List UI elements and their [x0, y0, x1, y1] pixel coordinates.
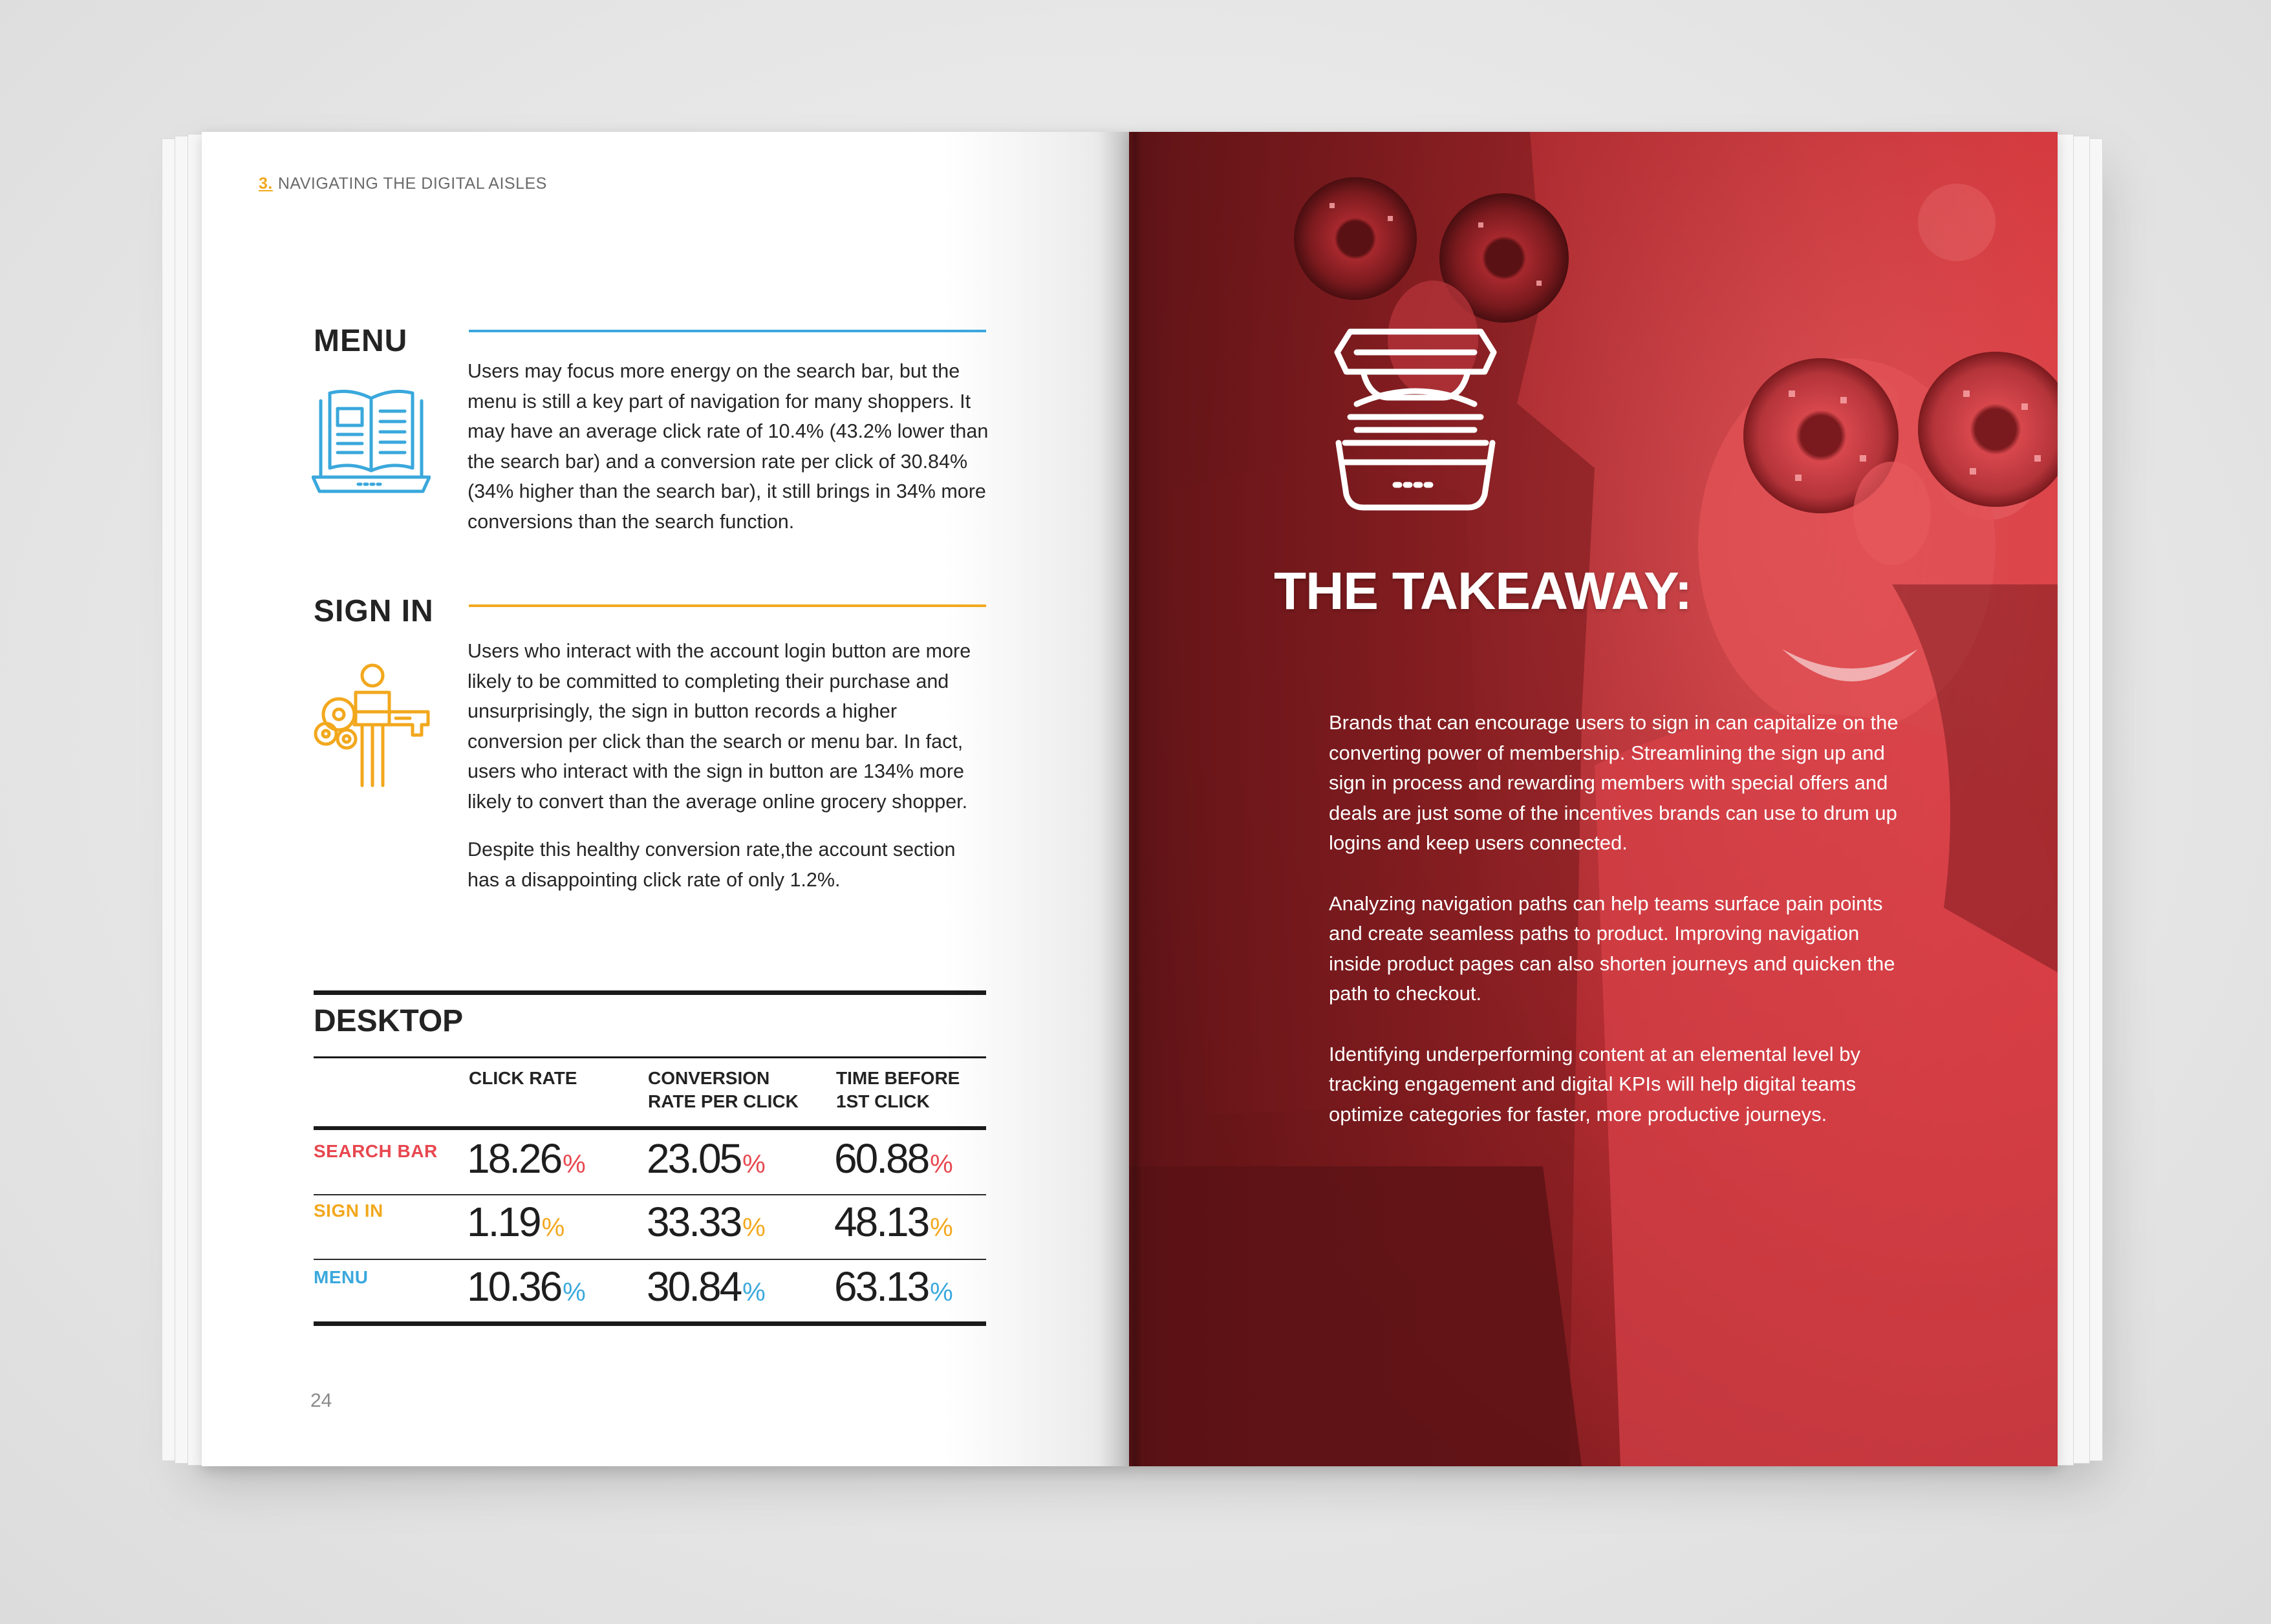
signin-title: SIGN IN [314, 594, 434, 628]
running-header [259, 175, 547, 193]
row-divider [314, 1194, 986, 1195]
signin-body [468, 636, 991, 913]
menu-title: MENU [314, 324, 408, 358]
row-label-sign-in: SIGN IN [314, 1201, 383, 1221]
row-label-menu: MENU [314, 1267, 369, 1287]
book-laptop-icon [312, 388, 431, 502]
row-divider [314, 1259, 986, 1260]
signin-paragraph-2: Despite this healthy conversion rate,the account section has a disappointing click rate of only 1.2%. [468, 839, 956, 891]
col-header-conversion: CONVERSION RATE PER CLICK [648, 1068, 799, 1111]
table-mid-rule [314, 1126, 986, 1130]
table-cell: 30.84% [647, 1263, 766, 1310]
signin-rule [469, 604, 986, 607]
page-number: 24 [310, 1390, 332, 1411]
chapter-number: 3. [259, 175, 273, 193]
table-bottom-rule [314, 1321, 986, 1326]
col-header-click-rate: CLICK RATE [469, 1068, 577, 1088]
table-header-rule [314, 1056, 986, 1058]
chapter-title: NAVIGATING THE DIGITAL AISLES [277, 175, 547, 193]
row-label-search-bar: SEARCH BAR [314, 1141, 438, 1161]
table-cell: 63.13% [834, 1263, 953, 1310]
signin-paragraph-1: Users who interact with the account login button are more likely to be committed to completing their purchase and unsurprisingly, the sign in button records a higher conversion per click than the search or menu bar. In fact, users who interact with the sign in button are 134% more likely to convert than the average online grocery shopper. [468, 640, 971, 813]
table-cell: 33.33% [647, 1199, 766, 1245]
takeaway-box-icon [1331, 326, 1500, 514]
col-header-time: TIME BEFORE 1ST CLICK [836, 1068, 960, 1111]
takeaway-paragraph-1: Brands that can encourage users to sign in can capitalize on the converting power of membership. Streamlining the sign up and sign in process and rewarding members with special offers and deals are just some of the incentives brands can use to drum up logins and keep users connected. [1329, 711, 1899, 854]
takeaway-title: THE TAKEAWAY: [1274, 562, 1692, 621]
table-cell: 60.88% [834, 1135, 953, 1182]
table-cell: 1.19% [467, 1199, 565, 1245]
table-title: DESKTOP [314, 1004, 464, 1038]
person-key-icon [313, 663, 433, 789]
table-cell: 23.05% [647, 1135, 766, 1182]
table-top-rule [314, 990, 986, 995]
table-cell: 18.26% [467, 1135, 586, 1182]
takeaway-paragraph-2: Analyzing navigation paths can help teams surface pain points and create seamless paths to product. Improving navigation inside product pages can also shorten journeys and quicken the path to checkout. [1329, 892, 1895, 1005]
table-cell: 10.36% [467, 1263, 586, 1310]
takeaway-body [1329, 708, 1904, 1160]
table-cell: 48.13% [834, 1199, 953, 1245]
menu-rule [469, 330, 986, 332]
menu-body: Users may focus more energy on the search bar, but the menu is still a key part of navigation for many shoppers. It may have an average click rate of 10.4% (43.2% lower than the search bar) and a conversion rate per click of 30.84% (34% higher than the search bar), it still brings in 34% more conversions than the search function. [468, 360, 989, 533]
takeaway-paragraph-3: Identifying underperforming content at an elemental level by tracking engagement and digital KPIs will help digital teams optimize categories for faster, more productive journeys. [1329, 1042, 1860, 1126]
